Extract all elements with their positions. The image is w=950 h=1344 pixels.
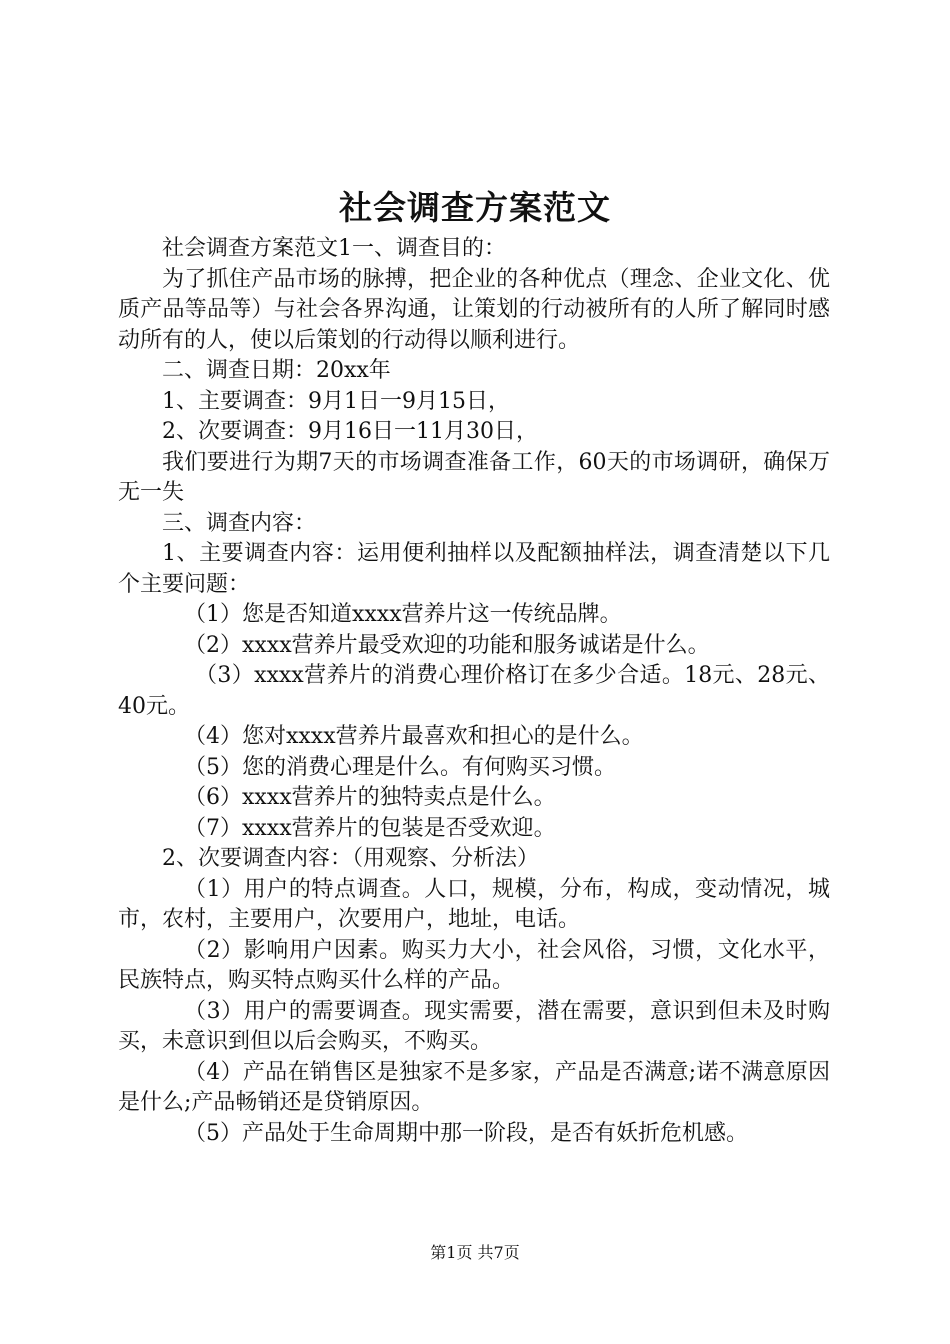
document-body	[118, 234, 830, 1149]
paragraph: （4）产品在销售区是独家不是多家，产品是否满意;诺不满意原因是什么;产品畅销还是贷销原因。	[118, 1059, 830, 1115]
paragraph: （2）xxxx营养片最受欢迎的功能和服务诚诺是什么。	[184, 632, 710, 658]
paragraph: （3）用户的需要调查。现实需要，潜在需要，意识到但未及时购买，未意识到但以后会购买，不购买。	[118, 998, 830, 1054]
paragraph: （2）影响用户因素。购买力大小，社会风俗，习惯，文化水平，民族特点，购买特点购买什么样的产品。	[118, 937, 830, 993]
paragraph: 为了抓住产品市场的脉搏，把企业的各种优点（理念、企业文化、优质产品等品等）与社会各界沟通，让策划的行动被所有的人所了解同时感动所有的人，使以后策划的行动得以顺利进行。	[118, 266, 830, 353]
paragraph: 社会调查方案范文1一、调查目的：	[162, 236, 506, 261]
paragraph: 二、调查日期：20xx年	[162, 358, 391, 383]
paragraph: （6）xxxx营养片的独特卖点是什么。	[184, 785, 556, 810]
paragraph: 我们要进行为期7天的市场调查准备工作，60天的市场调研，确保万无一失	[118, 449, 830, 505]
paragraph: （5）产品处于生命周期中那一阶段，是否有妖折危机感。	[184, 1120, 748, 1146]
paragraph: （1）用户的特点调查。人口，规模，分布，构成，变动情况，城市，农村，主要用户，次要用户，地址，电话。	[118, 876, 830, 932]
paragraph: 三、调查内容：	[162, 510, 317, 536]
paragraph: 1、主要调查内容：运用便利抽样以及配额抽样法，调查清楚以下几个主要问题：	[118, 541, 830, 597]
paragraph: （1）您是否知道xxxx营养片这一传统品牌。	[184, 602, 622, 627]
paragraph: （5）您的消费心理是什么。有何购买习惯。	[184, 754, 616, 780]
document-title: 社会调查方案范文	[339, 188, 611, 227]
paragraph: 1、主要调查：9月1日一9月15日，	[162, 388, 510, 414]
paragraph: 2、次要调查：9月16日一11月30日，	[162, 419, 538, 444]
paragraph: （4）您对xxxx营养片最喜欢和担心的是什么。	[184, 724, 644, 749]
paragraph: （7）xxxx营养片的包装是否受欢迎。	[184, 815, 556, 841]
paragraph: 2、次要调查内容：（用观察、分析法）	[162, 846, 539, 871]
page-footer: 第1页 共7页	[430, 1243, 520, 1262]
paragraph: （3）xxxx营养片的消费心理价格订在多少合适。18元、28元、40元。	[118, 663, 830, 719]
